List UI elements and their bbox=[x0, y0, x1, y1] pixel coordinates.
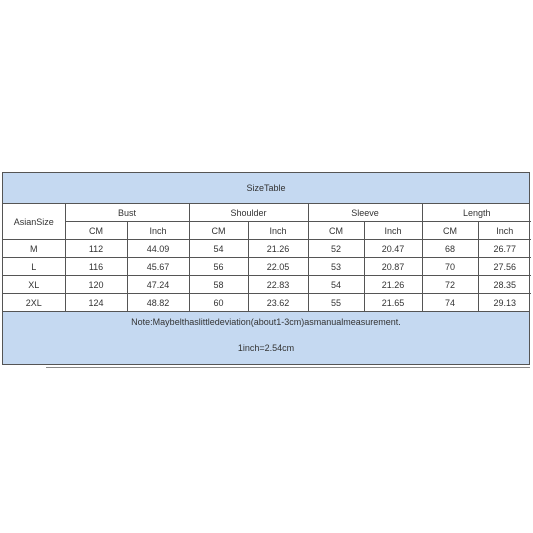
table-cell: 54 bbox=[308, 276, 364, 294]
table-cell: 120 bbox=[65, 276, 127, 294]
table-cell: 20.87 bbox=[364, 258, 422, 276]
table-cell: 28.35 bbox=[478, 276, 531, 294]
shoulder-header: Shoulder bbox=[189, 204, 308, 222]
note-panel bbox=[3, 311, 529, 364]
table-cell: 22.83 bbox=[248, 276, 308, 294]
unit-cm: CM bbox=[422, 222, 478, 240]
size-label: 2XL bbox=[3, 294, 65, 312]
table-cell: 22.05 bbox=[248, 258, 308, 276]
unit-conversion-note: 1inch=2.54cm bbox=[237, 343, 295, 353]
table-cell: 56 bbox=[189, 258, 248, 276]
unit-inch: Inch bbox=[248, 222, 308, 240]
table-cell: 68 bbox=[422, 240, 478, 258]
unit-inch: Inch bbox=[127, 222, 189, 240]
table-cell: 72 bbox=[422, 276, 478, 294]
size-label: XL bbox=[3, 276, 65, 294]
table-cell: 55 bbox=[308, 294, 364, 312]
size-table-title: SizeTable bbox=[3, 173, 529, 204]
table-cell: 44.09 bbox=[127, 240, 189, 258]
unit-inch: Inch bbox=[364, 222, 422, 240]
size-column-header: AsianSize bbox=[3, 204, 65, 240]
table-cell: 116 bbox=[65, 258, 127, 276]
size-label: L bbox=[3, 258, 65, 276]
table-cell: 21.26 bbox=[364, 276, 422, 294]
table-cell: 74 bbox=[422, 294, 478, 312]
table-cell: 27.56 bbox=[478, 258, 531, 276]
unit-cm: CM bbox=[308, 222, 364, 240]
sleeve-header: Sleeve bbox=[308, 204, 422, 222]
table-row bbox=[3, 294, 531, 312]
table-row bbox=[3, 258, 531, 276]
group-header-row bbox=[3, 204, 531, 222]
table-cell: 23.62 bbox=[248, 294, 308, 312]
table-cell: 124 bbox=[65, 294, 127, 312]
table-row bbox=[3, 240, 531, 258]
table-cell: 53 bbox=[308, 258, 364, 276]
unit-inch: Inch bbox=[478, 222, 531, 240]
table-cell: 21.26 bbox=[248, 240, 308, 258]
table-cell: 54 bbox=[189, 240, 248, 258]
table-cell: 70 bbox=[422, 258, 478, 276]
table-row bbox=[3, 276, 531, 294]
table-cell: 45.67 bbox=[127, 258, 189, 276]
size-chart bbox=[2, 172, 530, 365]
measurement-note: Note:Maybelthaslittledeviation(about1-3cm)asmanualmeasurement. bbox=[131, 317, 401, 327]
table-cell: 26.77 bbox=[478, 240, 531, 258]
table-cell: 48.82 bbox=[127, 294, 189, 312]
unit-cm: CM bbox=[65, 222, 127, 240]
size-label: M bbox=[3, 240, 65, 258]
length-header: Length bbox=[422, 204, 531, 222]
unit-cm: CM bbox=[189, 222, 248, 240]
table-cell: 20.47 bbox=[364, 240, 422, 258]
table-cell: 58 bbox=[189, 276, 248, 294]
bust-header: Bust bbox=[65, 204, 189, 222]
table-cell: 60 bbox=[189, 294, 248, 312]
table-cell: 21.65 bbox=[364, 294, 422, 312]
table-cell: 29.13 bbox=[478, 294, 531, 312]
unit-header-row bbox=[3, 222, 531, 240]
table-cell: 112 bbox=[65, 240, 127, 258]
size-table bbox=[3, 204, 531, 311]
table-cell: 52 bbox=[308, 240, 364, 258]
divider bbox=[46, 367, 530, 368]
table-cell: 47.24 bbox=[127, 276, 189, 294]
